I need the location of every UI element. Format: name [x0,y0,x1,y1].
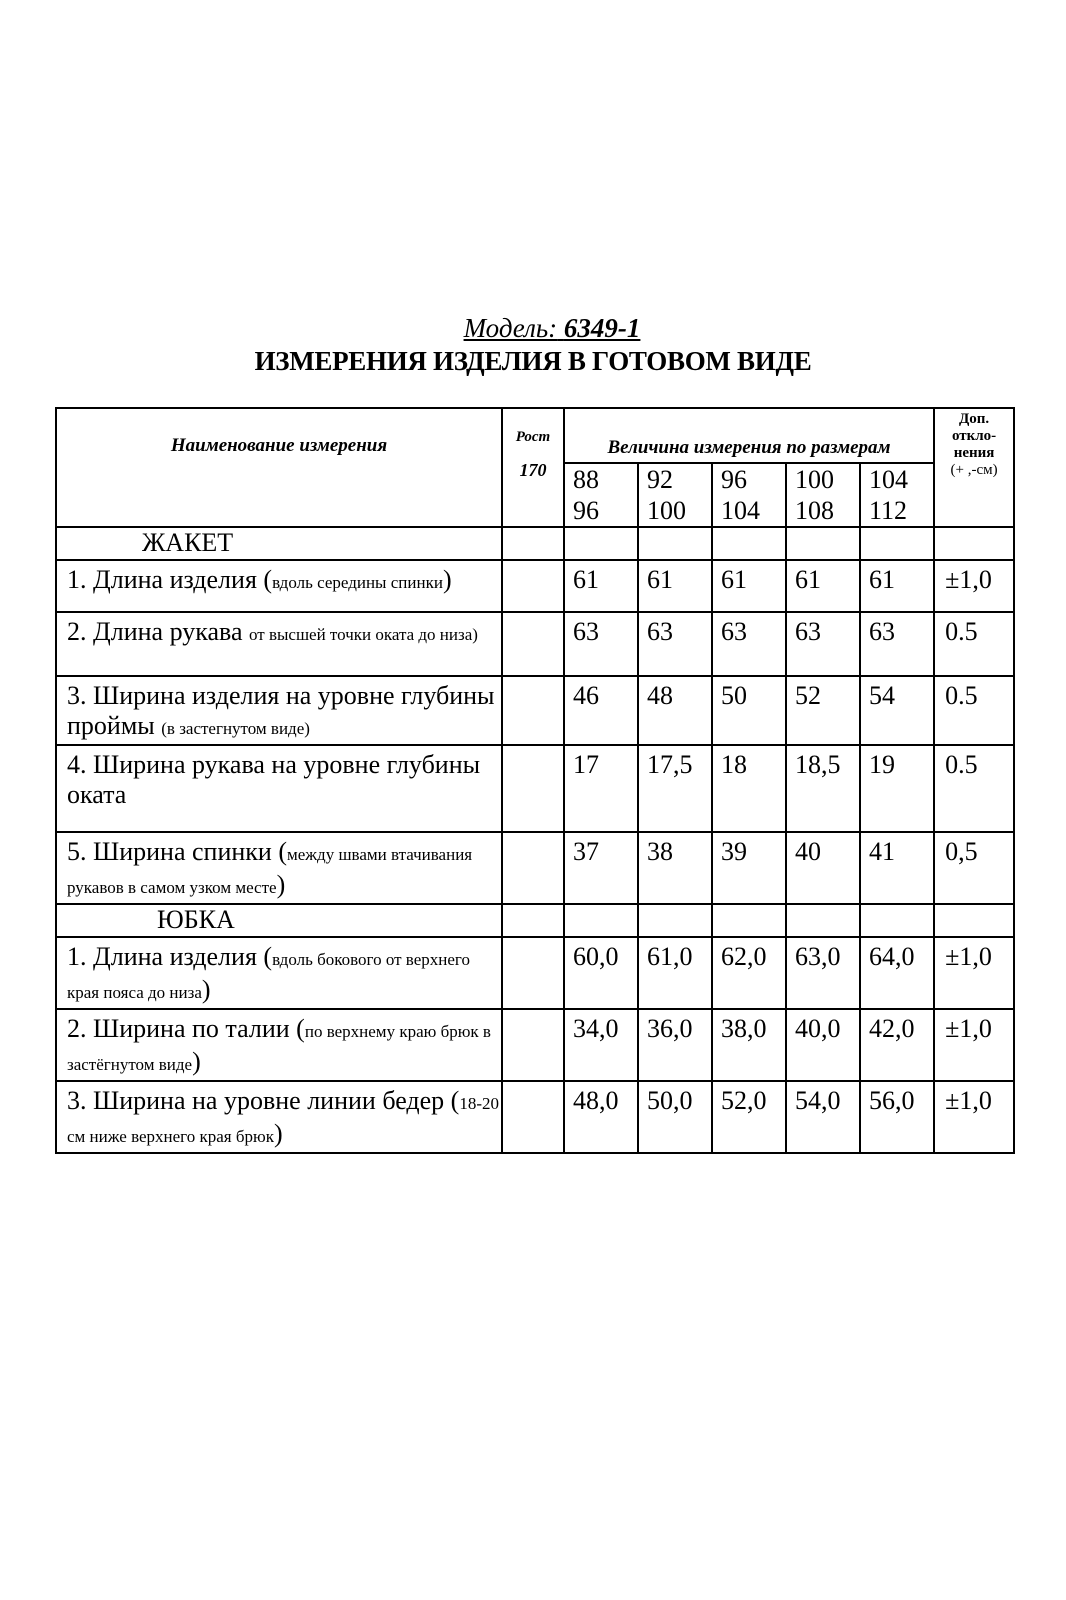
table-row [56,937,1014,1009]
header-rost-label: Рост [515,429,551,445]
size-hip: 96 [573,496,599,525]
value-cell: 54,0 [786,1081,860,1153]
value-cell: 18 [712,745,786,832]
value-cell: 54 [860,676,934,745]
rost-cell [502,560,564,612]
value-cell: 46 [564,676,638,745]
section-title: ЖАКЕТ [56,527,502,560]
value-cell: 61 [786,560,860,612]
measurement-label: 5. Ширина спинки ( [67,837,287,866]
value-cell: 61,0 [638,937,712,1009]
value-cell: 63 [860,612,934,676]
measurement-label: 2. Длина рукава [67,617,249,646]
measurement-tail: ) [192,1047,201,1076]
measurement-tail: ) [442,565,452,594]
value-cell: 56,0 [860,1081,934,1153]
tolerance-cell: 0.5 [934,612,1014,676]
header-rost [502,408,564,527]
measurement-note: (в застегнутом виде) [161,719,310,738]
value-cell: 61 [564,560,638,612]
size-bust: 88 [573,465,599,494]
measurement-name [56,1009,502,1081]
value-cell: 52,0 [712,1081,786,1153]
tolerance-cell: 0,5 [934,832,1014,904]
table-row [56,676,1014,745]
empty-cell [786,904,860,937]
measurements-table [55,407,1015,1154]
value-cell: 42,0 [860,1009,934,1081]
table-row [56,560,1014,612]
measurement-label: 3. Ширина изделия на уровне глубины проймы [67,681,495,740]
tolerance-cell: ±1,0 [934,1081,1014,1153]
rost-cell [502,612,564,676]
value-cell: 41 [860,832,934,904]
value-cell: 17,5 [638,745,712,832]
measurement-note: от высшей точки оката до низа) [249,625,478,644]
value-cell: 18,5 [786,745,860,832]
size-hip: 104 [721,496,760,525]
empty-cell [564,527,638,560]
value-cell: 63 [786,612,860,676]
value-cell: 61 [712,560,786,612]
measurement-tail: ) [201,975,211,1004]
page-title: ИЗМЕРЕНИЯ ИЗДЕЛИЯ В ГОТОВОМ ВИДЕ [254,346,812,376]
value-cell: 60,0 [564,937,638,1009]
tolerance-cell: ±1,0 [934,1009,1014,1081]
measurement-name [56,1081,502,1153]
title-block [0,312,1066,378]
measurement-note: вдоль бокового от верхнего края пояса до низа [67,950,470,1002]
empty-cell [712,904,786,937]
value-cell: 52 [786,676,860,745]
empty-cell [712,527,786,560]
size-cell [638,463,712,527]
rost-cell [502,1081,564,1153]
section-row [56,904,1014,937]
header-name: Наименование измерения [56,408,502,527]
value-cell: 50,0 [638,1081,712,1153]
measurement-name [56,676,502,745]
measurement-label: 4. Ширина рукава на уровне глубины оката [67,750,481,809]
value-cell: 63,0 [786,937,860,1009]
rost-cell [502,676,564,745]
model-number: 6349-1 [563,313,641,343]
table-row [56,745,1014,832]
value-cell: 61 [860,560,934,612]
empty-cell [934,904,1014,937]
value-cell: 39 [712,832,786,904]
measurement-name [56,745,502,832]
empty-cell [564,904,638,937]
tolerance-cell: 0.5 [934,745,1014,832]
measurement-label: 2. Ширина по талии ( [67,1014,305,1043]
rost-cell [502,1009,564,1081]
value-cell: 63 [638,612,712,676]
size-bust: 96 [721,465,747,494]
model-label: Модель: [463,313,558,343]
measurement-tail: ) [273,1119,283,1148]
table-row [56,832,1014,904]
value-cell: 40 [786,832,860,904]
value-cell: 19 [860,745,934,832]
value-cell: 40,0 [786,1009,860,1081]
size-hip: 112 [869,496,908,525]
size-cell [712,463,786,527]
value-cell: 38 [638,832,712,904]
section-title: ЮБКА [56,904,502,937]
header-tolerance-line: (+ ,-см) [950,462,998,478]
table-row [56,612,1014,676]
header-sizes: Величина измерения по размерам [564,408,934,463]
header-tolerance-line: Доп. [958,411,990,427]
table-row [56,1009,1014,1081]
value-cell: 63 [712,612,786,676]
value-cell: 61 [638,560,712,612]
size-cell [564,463,638,527]
measurement-tail: ) [276,870,286,899]
value-cell: 62,0 [712,937,786,1009]
measurement-note: вдоль середины спинки [272,573,443,592]
measurement-note: 18-20 см ниже верхнего края брюк [67,1094,500,1146]
size-hip: 100 [647,496,686,525]
empty-cell [786,527,860,560]
size-cell [786,463,860,527]
model-line [38,312,1066,344]
rost-cell [502,832,564,904]
value-cell: 64,0 [860,937,934,1009]
size-bust: 100 [795,465,834,494]
value-cell: 38,0 [712,1009,786,1081]
measurement-note: между швами втачивания рукавов в самом узком месте [67,845,473,897]
measurement-name [56,832,502,904]
tolerance-cell: ±1,0 [934,560,1014,612]
value-cell: 34,0 [564,1009,638,1081]
value-cell: 17 [564,745,638,832]
empty-cell [860,527,934,560]
value-cell: 48 [638,676,712,745]
measurement-name [56,560,502,612]
size-hip: 108 [795,496,834,525]
value-cell: 36,0 [638,1009,712,1081]
size-cell [860,463,934,527]
empty-cell [638,527,712,560]
header-tolerance-line: нения [953,445,995,461]
measurement-label: 3. Ширина на уровне линии бедер ( [67,1086,460,1115]
header-tolerance-line: откло- [951,428,997,444]
size-bust: 92 [647,465,673,494]
measurement-name [56,612,502,676]
value-cell: 63 [564,612,638,676]
empty-cell [502,527,564,560]
rost-cell [502,745,564,832]
empty-cell [860,904,934,937]
empty-cell [638,904,712,937]
measurement-label: 1. Длина изделия ( [67,565,273,594]
measurement-name [56,937,502,1009]
tolerance-cell: ±1,0 [934,937,1014,1009]
empty-cell [502,904,564,937]
header-tolerance [934,408,1014,527]
section-row [56,527,1014,560]
measurement-note: по верхнему краю брюк в застёгнутом виде [67,1022,491,1074]
rost-cell [502,937,564,1009]
measurement-label: 1. Длина изделия ( [67,942,273,971]
value-cell: 48,0 [564,1081,638,1153]
tolerance-cell: 0.5 [934,676,1014,745]
empty-cell [934,527,1014,560]
value-cell: 50 [712,676,786,745]
value-cell: 37 [564,832,638,904]
table-row [56,1081,1014,1153]
header-rost-value: 170 [519,460,547,480]
size-bust: 104 [869,465,908,494]
